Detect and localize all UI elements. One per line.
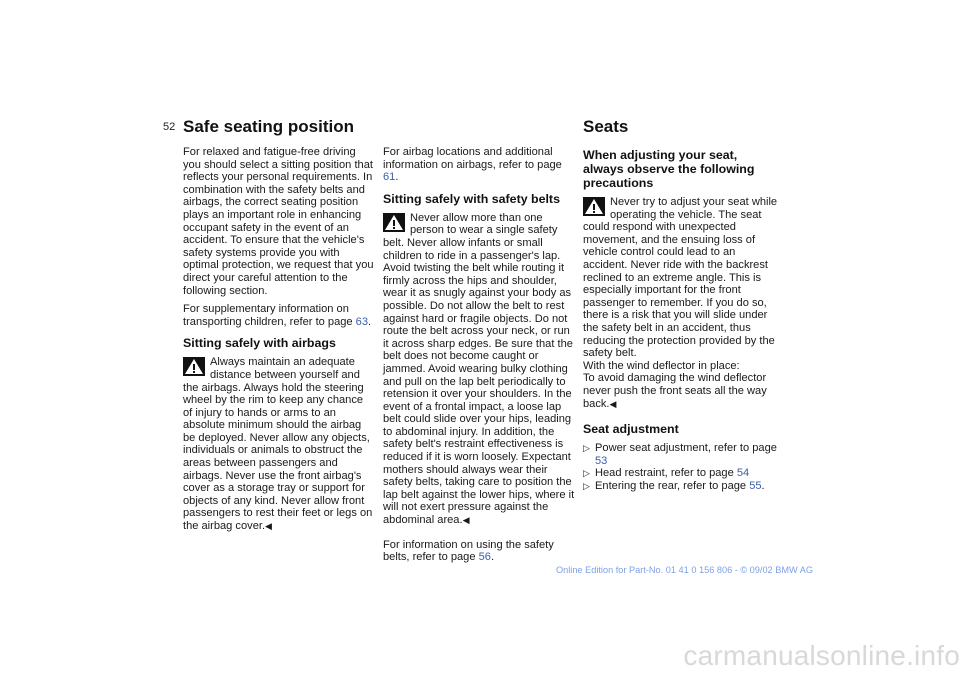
- watermark: carmanualsonline.info: [683, 640, 960, 671]
- belts-warning: [383, 212, 575, 527]
- airbag-location-text: For airbag locations and additional information on airbags, refer to page: [383, 146, 562, 171]
- section-title-safe-seating: Safe seating position: [183, 117, 354, 136]
- airbag-location-end: .: [395, 171, 399, 184]
- deflector-line-1: With the wind deflector in place:: [583, 359, 740, 372]
- end-mark: ◀: [462, 515, 470, 526]
- bullet-icon: ▷: [583, 443, 590, 454]
- column-1: [183, 146, 375, 539]
- intro-paragraph: For relaxed and fatigue-free driving you should select a sitting position that reflects your personal requirements. In combination with the safety belts and airbags, the correct seating position plays an important role in enhancing occupant safety in the event of an accident. To ensure that the vehicle's safety systems provide you with optimal protection, we request that you direct your careful attention to the following section.: [183, 146, 374, 297]
- airbags-heading: Sitting safely with airbags: [183, 336, 336, 351]
- page-link-53[interactable]: 53: [595, 454, 608, 467]
- page-link-56[interactable]: 56: [478, 551, 491, 564]
- supplementary-text: For supplementary information on transporting children, refer to page: [183, 303, 356, 328]
- list-item-text: Head restraint, refer to page: [595, 467, 737, 480]
- bullet-icon: ▷: [583, 480, 590, 491]
- adjust-warning: [583, 196, 778, 360]
- list-item: [583, 467, 778, 480]
- list-item-text: Power seat adjustment, refer to page: [595, 442, 777, 455]
- warning-triangle-icon: [183, 357, 205, 376]
- list-item: [583, 480, 778, 493]
- adjust-warning-text: Never try to adjust your seat while operating the vehicle. The seat could respond with unexpected movement, and the ensuing loss of vehicle control could lead to an accident. Never ride with the backrest reclined to an extreme angle. This is especially important for the front passenger to remember. If you do so, there is a risk that you will slide under the safety belt in an accident, thus reducing the protection provided by the safety belt.: [583, 196, 778, 360]
- supplementary-paragraph: [183, 303, 375, 328]
- warning-triangle-icon: [383, 213, 405, 232]
- footer-edition-note: Online Edition for Part-No. 01 41 0 156 806 - © 09/02 BMW AG: [555, 565, 813, 575]
- page-number: 52: [163, 121, 176, 133]
- deflector-line-2: To avoid damaging the wind deflector never push the front seats all the way back.: [583, 372, 767, 410]
- using-belts-end: .: [490, 551, 495, 564]
- list-item: [583, 442, 778, 467]
- page-link-55[interactable]: 55: [749, 479, 762, 492]
- airbags-warning: [183, 356, 375, 532]
- column-3: [583, 146, 778, 492]
- section-title-seats: Seats: [583, 117, 629, 136]
- end-mark: ◀: [609, 398, 617, 409]
- belts-heading: Sitting safely with safety belts: [383, 191, 560, 206]
- page-link-61[interactable]: 61: [383, 171, 396, 184]
- seat-adjustment-list: [583, 442, 778, 492]
- using-belts-paragraph: [383, 539, 575, 564]
- deflector-block: [583, 372, 778, 410]
- seat-adjustment-heading: Seat adjustment: [583, 422, 679, 437]
- supplementary-end: .: [368, 315, 372, 328]
- warning-triangle-icon: [583, 197, 605, 216]
- bullet-icon: ▷: [583, 468, 590, 479]
- using-belts-text: For information on using the safety belts, refer to page: [383, 538, 554, 564]
- page-link-54[interactable]: 54: [736, 467, 750, 480]
- list-item-text: Entering the rear, refer to page: [595, 479, 750, 492]
- end-mark: ◀: [265, 521, 272, 532]
- list-item-end: .: [761, 479, 765, 492]
- belts-warning-text: Never allow more than one person to wear a single safety belt. Never allow infants or small children to ride in a passenger's lap. Avoid twisting the belt while routing it firmly across the hips and shoulder, wear it as snugly against your body as possible. Do not allow the belt to rest against hard or fragile objects. Do not route the belt across your neck, or run it across sharp edges. Be sure that the belt does not become caught or jammed. Avoid wearing bulky clothing and pull on the lap belt periodically to retension it over your shoulders. In the event of a frontal impact, a loose lap belt could slide over your hips, leading to abdominal injury. In addition, the safety belt's restraint effectiveness is reduced if it is worn loosely. Expectant mothers should always wear their safety belts, taking care to position the lap belt against the lower hips, where it will not exert pressure against the abdominal area.: [383, 211, 575, 527]
- page-link-63[interactable]: 63: [355, 315, 369, 328]
- airbag-location-paragraph: [383, 146, 575, 184]
- adjust-heading: When adjusting your seat, always observe the following precautions: [583, 148, 755, 190]
- column-2: [383, 146, 575, 570]
- airbags-warning-text: Always maintain an adequate distance between yourself and the airbags. Always hold the steering wheel by the rim to keep any chance of injury to hands or arms to an absolute minimum should the airbag be deployed. Never allow any objects, individuals or animals to obstruct the areas between passengers and airbags. Never use the front airbag's cover as a storage tray or support for objects of any kind. Never allow front passengers to rest their feet or legs on the airbag cover.: [183, 356, 373, 533]
